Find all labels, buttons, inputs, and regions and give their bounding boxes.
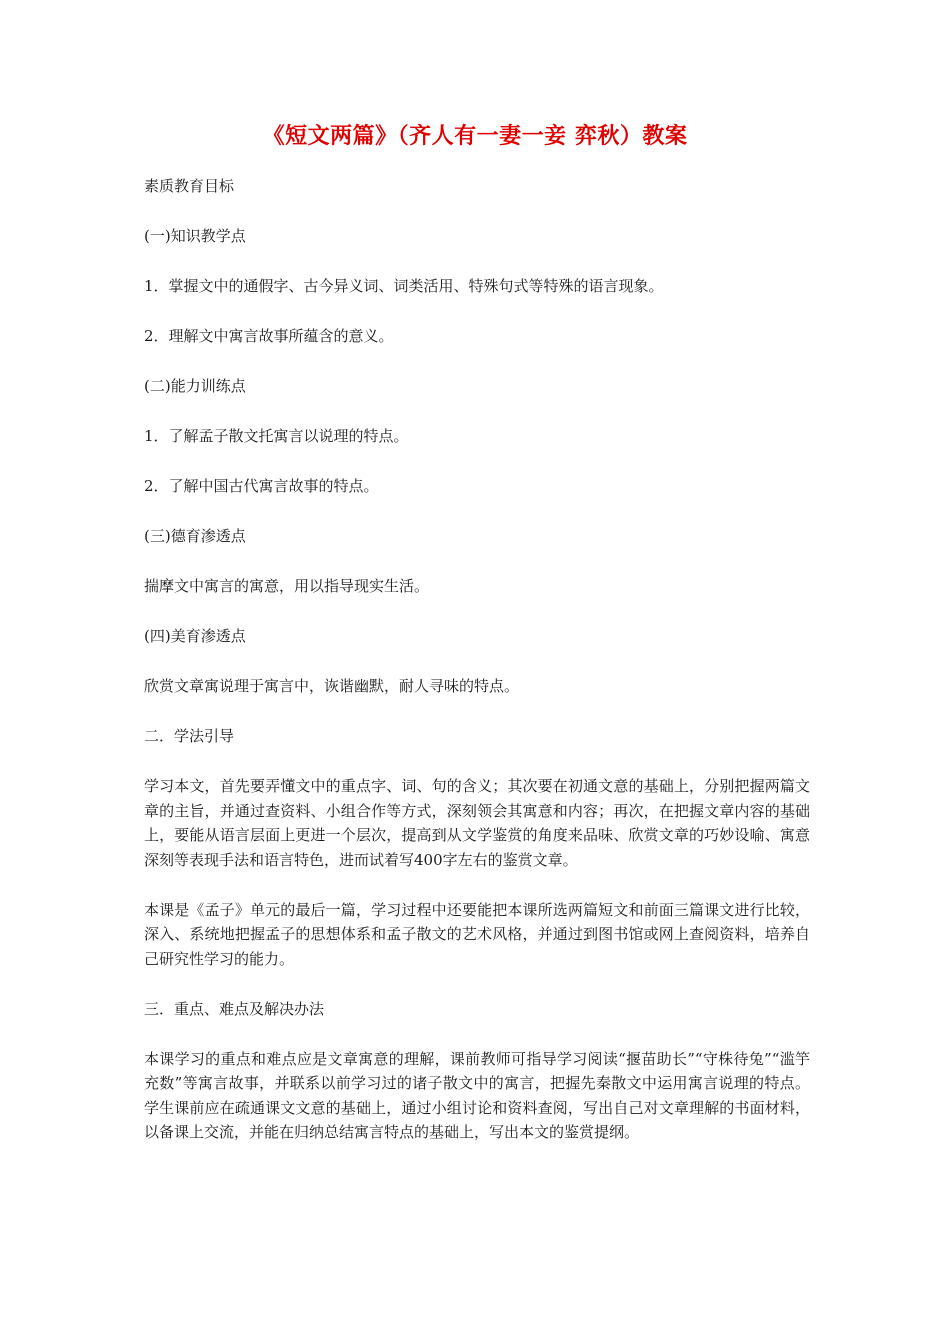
ability-item-1: 1．了解孟子散文托寓言以说理的特点。 [144,427,409,445]
heading-ability-points: (二)能力训练点 [144,377,246,395]
heading-study-method: 二．学法引导 [144,727,235,745]
ability-item-2: 2．了解中国古代寓言故事的特点。 [144,477,379,495]
key-points-paragraph: 本课学习的重点和难点应是文章寓意的理解，课前教师可指导学习阅读“揠苗助长”“守株待兔”“滥竽充数”等寓言故事，并联系以前学习过的诸子散文中的寓言，把握先秦散文中运用寓言说理的特点。学生课前应在疏通课文文意的基础上，通过小组讨论和资料查阅，写出自己对文章理解的书面材料，以备课上交流，并能在归纳总结寓言特点的基础上，写出本文的鉴赏提纲。 [144,1049,810,1141]
heading-knowledge-points: (一)知识教学点 [144,227,246,245]
document-title: 《短文两篇》（齐人有一妻一妾 弈秋）教案 [262,123,688,149]
study-method-paragraph-2: 本课是《孟子》单元的最后一篇，学习过程中还要能把本课所选两篇短文和前面三篇课文进行比较，深入、系统地把握孟子的思想体系和孟子散文的艺术风格，并通过到图书馆或网上查阅资料，培养自己研究性学习的能力。 [144,900,810,968]
moral-text: 揣摩文中寓言的寓意，用以指导现实生活。 [144,577,430,595]
heading-aesthetic-points: (四)美育渗透点 [144,627,246,645]
study-method-paragraph-1: 学习本文，首先要弄懂文中的重点字、词、句的含义；其次要在初通文意的基础上，分别把握两篇文章的主旨，并通过查资料、小组合作等方式，深刻领会其寓意和内容；再次，在把握文章内容的基础上，要能从语言层面上更进一个层次，提高到从文学鉴赏的角度来品味、欣赏文章的巧妙设喻、寓意深刻等表现手法和语言特色，进而试着写400字左右的鉴赏文章。 [144,777,810,869]
knowledge-item-2: 2．理解文中寓言故事所蕴含的意义。 [144,327,394,345]
knowledge-item-1: 1．掌握文中的通假字、古今异义词、词类活用、特殊句式等特殊的语言现象。 [144,277,664,295]
heading-quality-goals: 素质教育目标 [144,177,235,195]
document-body [144,174,810,1170]
aesthetic-text: 欣赏文章寓说理于寓言中，诙谐幽默，耐人寻味的特点。 [144,677,520,695]
heading-moral-points: (三)德育渗透点 [144,527,246,545]
heading-key-difficult-points: 三．重点、难点及解决办法 [144,999,325,1018]
